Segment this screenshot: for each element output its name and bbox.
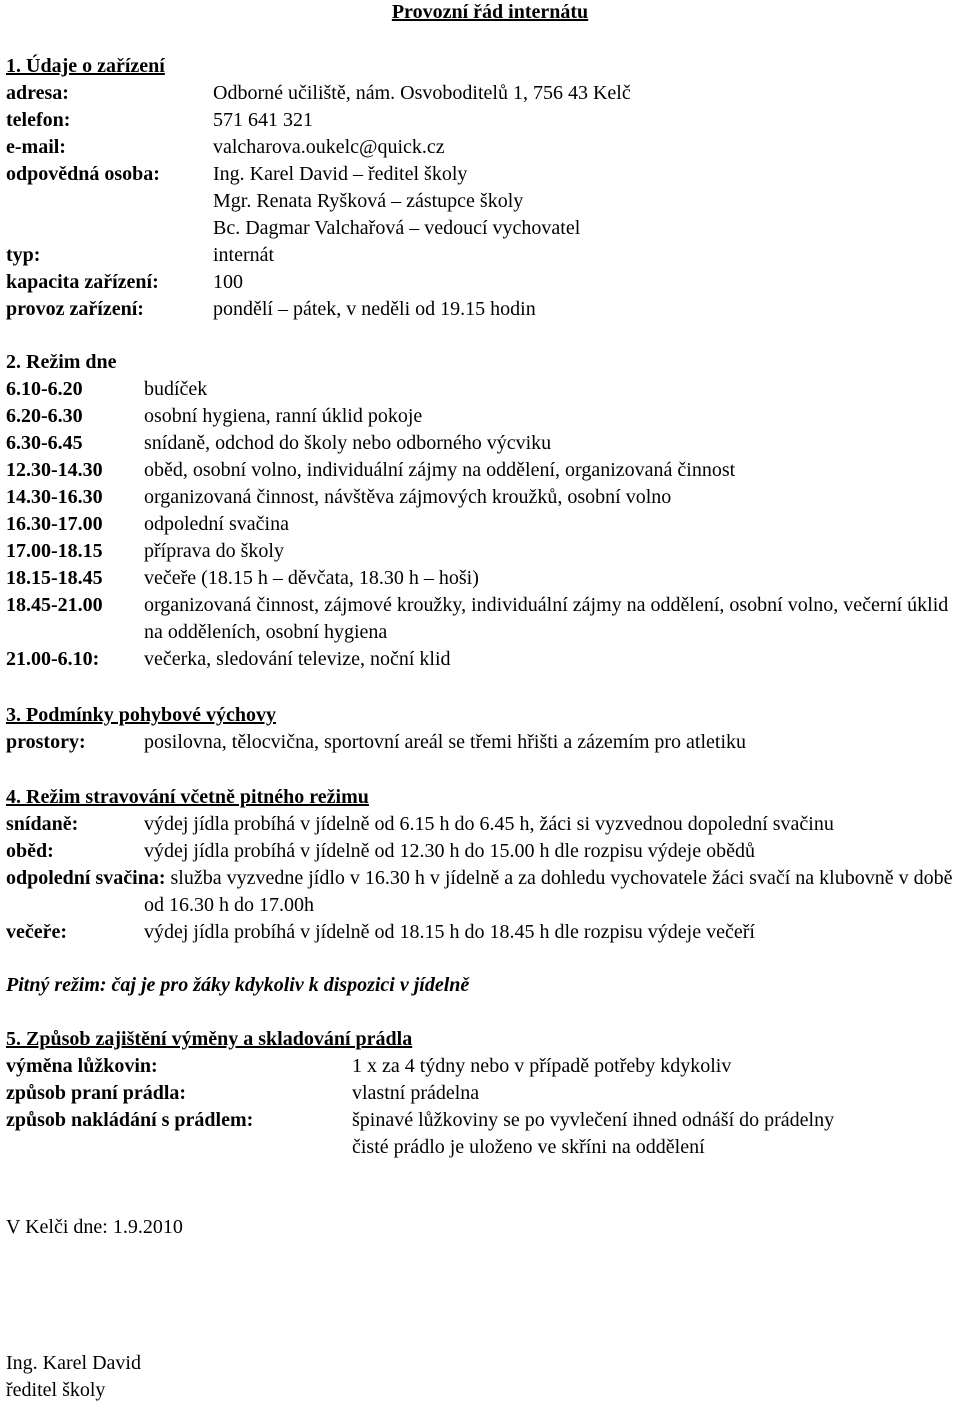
schedule-time: 18.15-18.45	[6, 567, 103, 589]
info-row	[6, 242, 958, 269]
section-heading: 4. Režim stravování včetně pitného režimu	[6, 786, 369, 808]
schedule-activity: budíček	[144, 378, 208, 400]
info-row	[6, 161, 958, 188]
schedule-activity: večeře (18.15 h – děvčata, 18.30 h – hoši)	[144, 567, 479, 589]
laundry-row	[6, 1053, 958, 1080]
schedule-row	[6, 457, 958, 484]
laundry-value: vlastní prádelna	[352, 1082, 480, 1104]
schedule-row	[6, 592, 958, 646]
schedule-row	[6, 538, 958, 565]
schedule-activity: příprava do školy	[144, 540, 284, 562]
laundry-row	[6, 1134, 958, 1161]
info-value: Ing. Karel David – ředitel školy	[213, 163, 468, 185]
schedule-row	[6, 403, 958, 430]
schedule-row	[6, 511, 958, 538]
schedule-time: 21.00-6.10:	[6, 648, 100, 670]
info-key: odpovědná osoba:	[6, 163, 160, 185]
meal-key: oběd:	[6, 840, 54, 862]
schedule-time: 14.30-16.30	[6, 486, 103, 508]
info-row	[6, 134, 958, 161]
laundry-row	[6, 1080, 958, 1107]
schedule-activity: organizovaná činnost, zájmové kroužky, individuální zájmy na oddělení, osobní volno, večerní úklid na odděleních, osobní hygiena	[144, 594, 949, 643]
info-value: valcharova.oukelc@quick.cz	[213, 136, 445, 158]
section-physical-education	[6, 702, 958, 756]
info-row	[6, 296, 958, 323]
info-value: Odborné učiliště, nám. Osvoboditelů 1, 756 43 Kelč	[213, 82, 631, 104]
schedule-activity: snídaně, odchod do školy nebo odborného výcviku	[144, 432, 552, 454]
schedule-activity: odpolední svačina	[144, 513, 289, 535]
info-key	[6, 215, 213, 242]
section-facility-info	[6, 53, 958, 323]
schedule-row	[6, 376, 958, 403]
document-title: Provozní řád internátu	[391, 1, 589, 23]
info-key	[6, 188, 213, 215]
section-laundry	[6, 1026, 958, 1161]
schedule-row	[6, 430, 958, 457]
info-value: pondělí – pátek, v neděli od 19.15 hodin	[213, 298, 536, 320]
info-row	[6, 729, 958, 756]
info-key: telefon:	[6, 109, 71, 131]
info-key: adresa:	[6, 82, 69, 104]
section-heading: 2. Režim dne	[6, 351, 117, 373]
schedule-activity: oběd, osobní volno, individuální zájmy na oddělení, organizovaná činnost	[144, 459, 736, 481]
info-value: internát	[213, 244, 275, 266]
schedule-time: 16.30-17.00	[6, 513, 103, 535]
schedule-activity: organizovaná činnost, návštěva zájmových kroužků, osobní volno	[144, 486, 672, 508]
schedule-row	[6, 646, 958, 673]
laundry-key: výměna lůžkovin:	[6, 1055, 158, 1077]
meal-key: odpolední svačina:	[6, 867, 166, 889]
meal-value: výdej jídla probíhá v jídelně od 12.30 h do 15.00 h dle rozpisu výdeje obědů	[144, 840, 755, 862]
laundry-row	[6, 1107, 958, 1134]
info-row	[6, 107, 958, 134]
info-value: Bc. Dagmar Valchařová – vedoucí vychovatel	[213, 217, 581, 239]
schedule-time: 6.30-6.45	[6, 432, 83, 454]
laundry-value: 1 x za 4 týdny nebo v případě potřeby kdykoliv	[352, 1055, 732, 1077]
drinking-regime-note: Pitný režim: čaj je pro žáky kdykoliv k dispozici v jídelně	[6, 974, 470, 996]
info-value: 100	[213, 271, 243, 293]
meal-value: služba vyzvedne jídlo v 16.30 h v jídelně a za dohledu vychovatele žáci svačí na klubovně v době od 16.30 h do 17.00h	[144, 867, 953, 916]
signature-role: ředitel školy	[6, 1379, 106, 1401]
meal-row	[6, 811, 958, 838]
meal-row	[6, 919, 958, 946]
info-key: e-mail:	[6, 136, 66, 158]
laundry-key: způsob praní prádla:	[6, 1082, 187, 1104]
meal-value: výdej jídla probíhá v jídelně od 6.15 h do 6.45 h, žáci si vyzvednou dopolední svačinu	[144, 813, 834, 835]
section-heading: 1. Údaje o zařízení	[6, 55, 165, 77]
schedule-time: 12.30-14.30	[6, 459, 103, 481]
meal-row	[6, 865, 958, 919]
schedule-row	[6, 565, 958, 592]
schedule-row	[6, 484, 958, 511]
info-key: provoz zařízení:	[6, 298, 144, 320]
meal-key: večeře:	[6, 921, 68, 943]
schedule-activity: osobní hygiena, ranní úklid pokoje	[144, 405, 423, 427]
info-value: Mgr. Renata Ryšková – zástupce školy	[213, 190, 524, 212]
meal-key: snídaně:	[6, 813, 79, 835]
laundry-value: špinavé lůžkoviny se po vyvlečení ihned odnáší do prádelny	[352, 1109, 835, 1131]
schedule-time: 17.00-18.15	[6, 540, 103, 562]
meal-value: výdej jídla probíhá v jídelně od 18.15 h do 18.45 h dle rozpisu výdeje večeří	[144, 921, 755, 943]
info-row	[6, 269, 958, 296]
section-heading: 5. Způsob zajištění výměny a skladování prádla	[6, 1028, 413, 1050]
laundry-value: čisté prádlo je uloženo ve skříni na oddělení	[352, 1136, 705, 1158]
section-daily-schedule	[6, 349, 958, 673]
signature-name: Ing. Karel David	[6, 1352, 141, 1374]
laundry-key: způsob nakládání s prádlem:	[6, 1109, 254, 1131]
info-key: prostory:	[6, 731, 86, 753]
info-row	[6, 215, 958, 242]
info-row	[6, 188, 958, 215]
info-row	[6, 80, 958, 107]
document-date: V Kelči dne: 1.9.2010	[6, 1216, 183, 1238]
section-meals	[6, 784, 958, 946]
schedule-activity: večerka, sledování televize, noční klid	[144, 648, 451, 670]
schedule-time: 6.10-6.20	[6, 378, 83, 400]
schedule-time: 6.20-6.30	[6, 405, 83, 427]
laundry-key	[6, 1134, 352, 1161]
meal-row	[6, 838, 958, 865]
info-key: typ:	[6, 244, 41, 266]
info-value: posilovna, tělocvična, sportovní areál se třemi hřišti a zázemím pro atletiku	[144, 731, 747, 753]
section-heading: 3. Podmínky pohybové výchovy	[6, 704, 277, 726]
schedule-time: 18.45-21.00	[6, 594, 103, 616]
info-value: 571 641 321	[213, 109, 313, 131]
info-key: kapacita zařízení:	[6, 271, 159, 293]
